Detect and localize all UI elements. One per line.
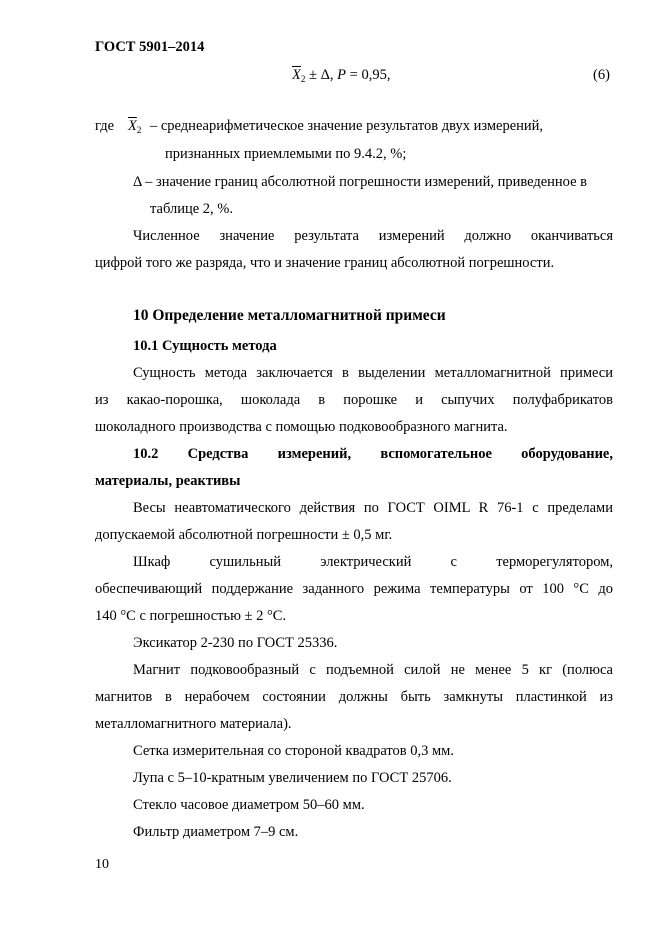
where-lead: где bbox=[95, 118, 115, 134]
where-x-var: $\overline{X}$ bbox=[128, 118, 137, 134]
paragraph-line: из какао-порошка, шоколада в порошке и сыпучих полуфабрикатов bbox=[95, 392, 613, 408]
document-header: ГОСТ 5901–2014 bbox=[95, 39, 205, 55]
paragraph-line: Сетка измерительная со стороной квадратов 0,3 мм. bbox=[133, 743, 454, 759]
subsection-heading: 10.2 Средства измерений, вспомогательное оборудование, bbox=[133, 446, 613, 462]
page-number: 10 bbox=[95, 857, 109, 872]
where-x-sub: 2 bbox=[136, 125, 142, 135]
paragraph-line: Весы неавтоматического действия по ГОСТ OIML R 76-1 с пределами bbox=[133, 500, 613, 516]
paragraph-line: металломагнитного материала). bbox=[95, 716, 292, 732]
subsection-heading: 10.1 Сущность метода bbox=[133, 338, 277, 354]
paragraph-line: Магнит подковообразный с подъемной силой не менее 5 кг (полюса bbox=[133, 662, 613, 678]
formula-p-var: P bbox=[337, 67, 347, 83]
where-x-symbol bbox=[128, 117, 141, 136]
formula-mean-sub: 2 bbox=[300, 74, 306, 84]
where-delta-definition: Δ – значение границ абсолютной погрешности измерений, приведенное в bbox=[133, 174, 588, 190]
paragraph-line: Шкаф сушильный электрический с терморегулятором, bbox=[133, 554, 613, 570]
formula-pm-delta: ± Δ, bbox=[305, 67, 338, 83]
paragraph-line: шоколадного производства с помощью подковообразного магнита. bbox=[95, 419, 508, 435]
paragraph-line: допускаемой абсолютной погрешности ± 0,5 мг. bbox=[95, 527, 393, 543]
paragraph-line: Численное значение результата измерений должно оканчиваться bbox=[133, 228, 613, 244]
paragraph-line: обеспечивающий поддержание заданного режима температуры от 100 °С до bbox=[95, 581, 613, 597]
where-x-definition: – среднеарифметическое значение результатов двух измерений, bbox=[150, 118, 544, 134]
paragraph-line: Эксикатор 2-230 по ГОСТ 25336. bbox=[133, 635, 338, 651]
formula-p-value: = 0,95, bbox=[346, 67, 391, 83]
paragraph-line: Стекло часовое диаметром 50–60 мм. bbox=[133, 797, 365, 813]
subsection-heading-cont: материалы, реактивы bbox=[95, 473, 241, 489]
formula-mean-var: $\overline{X}$ bbox=[292, 67, 301, 83]
section-heading: 10 Определение металломагнитной примеси bbox=[133, 307, 446, 324]
paragraph-line: Сущность метода заключается в выделении металломагнитной примеси bbox=[133, 365, 613, 381]
equation-number: (6) bbox=[593, 67, 610, 83]
paragraph-line: магнитов в нерабочем состоянии должны быть замкнуты пластинкой из bbox=[95, 689, 613, 705]
paragraph-line: Фильтр диаметром 7–9 см. bbox=[133, 824, 299, 840]
where-delta-definition-cont: таблице 2, %. bbox=[150, 201, 233, 217]
paragraph-line: цифрой того же разряда, что и значение границ абсолютной погрешности. bbox=[95, 255, 555, 271]
formula bbox=[292, 67, 390, 84]
paragraph-line: Лупа с 5–10-кратным увеличением по ГОСТ 25706. bbox=[133, 770, 452, 786]
where-x-definition-cont: признанных приемлемыми по 9.4.2, %; bbox=[165, 146, 407, 162]
paragraph-line: 140 °С с погрешностью ± 2 °С. bbox=[95, 608, 287, 624]
